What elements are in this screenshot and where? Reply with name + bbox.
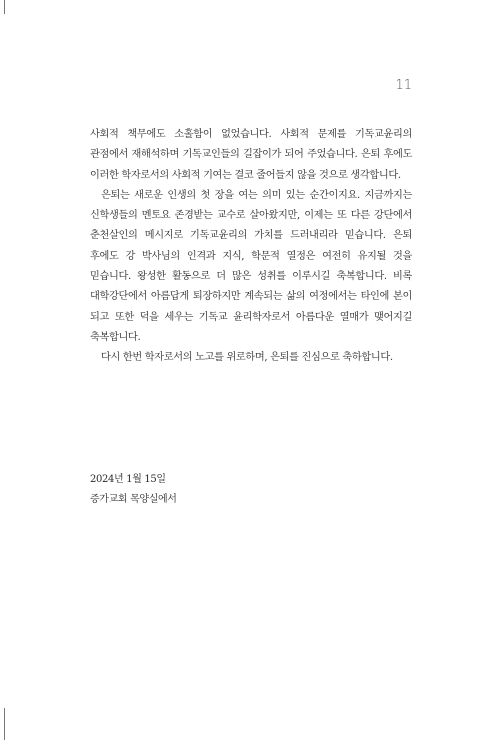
paragraph: 다시 한번 학자로서의 노고를 위로하며, 은퇴를 진심으로 축하합니다.: [101, 352, 393, 364]
signature-place: 증가교회 목양실에서: [90, 494, 177, 505]
paragraph: 사회적 책무에도 소홀함이 없었습니다. 사회적 문제를 기독교윤리의 관점에서 재해석하며 기독교인들의 길잡이가 되어 주었습니다. 은퇴 후에도 이러한 학자로서의 사회적 기여는 결코 줄어들지 않을 것으로 생각합니다.: [90, 129, 412, 181]
body-text: [90, 125, 412, 369]
signature-date: 2024년 1월 15일: [90, 474, 166, 485]
page-number: 11: [395, 78, 412, 93]
crop-mark-top-left: [4, 0, 5, 14]
crop-mark-bottom-left: [4, 708, 5, 740]
signature-block: [90, 470, 177, 510]
paragraph: 은퇴는 새로운 인생의 첫 장을 여는 의미 있는 순간이지요. 지금까지는 신학생들의 멘토요 존경받는 교수로 살아왔지만, 이제는 또 다른 강단에서 춘천살인의 메시지로 기독교윤리의 가치를 드러내리라 믿습니다. 은퇴 후에도 강 박사님의 인격과 지식, 학문적 열정은 여전히 유지될 것을 믿습니다. 왕성한 활동으로 더 많은 성취를 이루시길 축복합니다. 비록 대학강단에서 아름답게 퇴장하지만 계속되는 삶의 여정에서는 타인에 본이 되고 또한 덕을 세우는 기독교 윤리학자로서 아름다운 열매가 맺어지길 축복합니다.: [90, 189, 412, 343]
